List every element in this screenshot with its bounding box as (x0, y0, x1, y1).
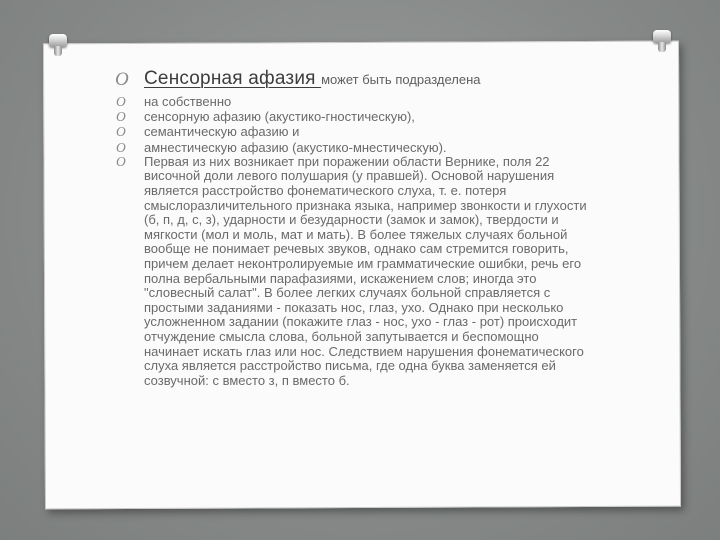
paragraph-item (116, 155, 596, 389)
list-item-text: на собственно (144, 94, 232, 109)
bullet-icon: O (116, 153, 126, 169)
list-item (116, 94, 596, 109)
bullet-icon: O (115, 69, 129, 90)
slide-content (116, 68, 596, 388)
bullet-icon: O (116, 139, 126, 155)
list-item (116, 124, 596, 139)
slide-title-continuation: может быть подразделена (321, 72, 481, 87)
list-item-text: амнестическую афазию (акустико-мнестическую). (144, 139, 447, 155)
list-item-text: сенсорную афазию (акустико-гностическую), (144, 109, 415, 125)
pushpin-icon (653, 30, 671, 52)
paragraph-text: Первая из них возникает при поражении области Вернике, поля 22 височной доли левого полушария (у правшей). Основой нарушения является расстройство фонематического слуха, т. е. потеря смыслоразличительного признака языка, например звонкости и глухости (б, п, д, с, з), ударности и безударности (замок и замок), твердости и мягкости (мол и моль, мат и мать). В более тяжелых случаях больной вообще не понимает речевых звуков, однако сам стремится говорить, причем делает неконтролируемые им грамматические ошибки, речь его полна вербальными парафазиями, искажением слов; иногда это "словесный салат". В более легких случаях больной справляется с простыми заданиями - показать нос, глаз, ухо. Однако при несколько усложненном задании (покажите глаз - нос, ухо - глаз - рот) происходит отчуждение смысла слова, больной запутывается и беспомощно начинает искать глаз или нос. Следствием нарушения фонематического слуха является расстройство письма, где одна буква заменяется ей созвучной: с вместо з, п вместо б. (144, 153, 587, 388)
bullet-icon: O (116, 124, 126, 140)
bullet-icon: O (116, 94, 126, 109)
slide-title: Сенсорная афазия (144, 68, 322, 89)
title-row (116, 68, 596, 94)
list-item-text: семантическую афазию и (144, 124, 300, 140)
pushpin-icon (49, 34, 67, 56)
list-item (116, 140, 596, 155)
list-item (116, 109, 596, 124)
bullet-icon: O (116, 109, 126, 125)
